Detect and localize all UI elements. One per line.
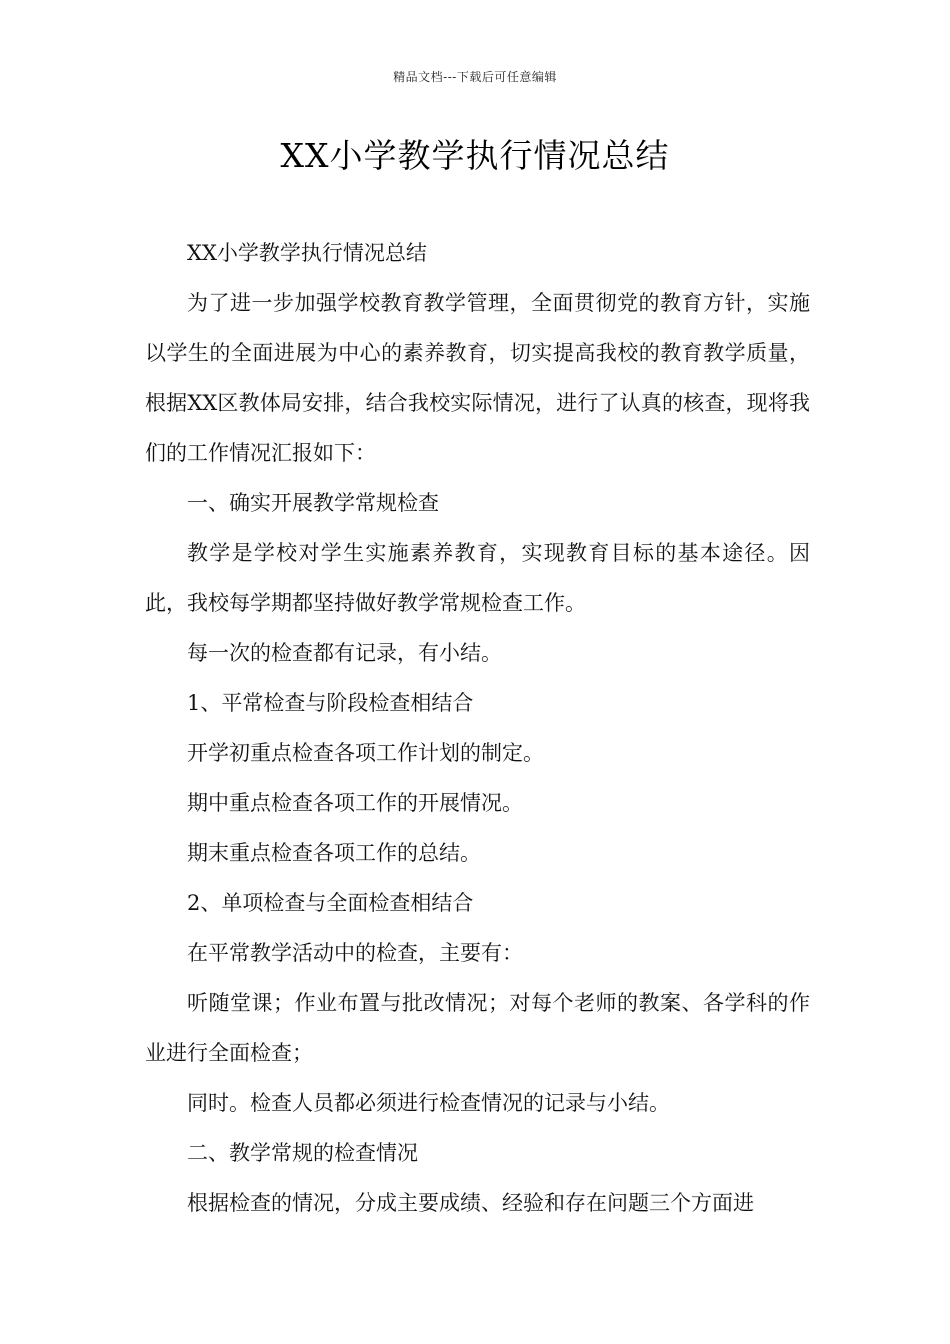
document-body [145,228,810,1228]
subsection-heading-1: 1、平常检查与阶段检查相结合 [187,691,474,715]
paragraph: 教学是学校对学生实施素养教育，实现教育目标的基本途径。因此，我校每学期都坚持做好教学常规检查工作。 [145,541,810,615]
document-title: XX小学教学执行情况总结 [280,136,670,175]
paragraph: 听随堂课；作业布置与批改情况；对每个老师的教案、各学科的作业进行全面检查； [145,991,810,1065]
section-heading-2: 二、教学常规的检查情况 [187,1141,418,1165]
paragraph-intro: 为了进一步加强学校教育教学管理，全面贯彻党的教育方针，实施以学生的全面进展为中心的素养教育，切实提高我校的教育教学质量，根据XX区教体局安排，结合我校实际情况，进行了认真的核查，现将我们的工作情况汇报如下： [145,291,810,465]
paragraph: 同时。检查人员都必须进行检查情况的记录与小结。 [187,1091,670,1115]
paragraph: 每一次的检查都有记录，有小结。 [187,641,502,665]
paragraph: 期末重点检查各项工作的总结。 [187,841,481,865]
header-note: 精品文档---下载后可任意编辑 [393,70,557,84]
paragraph: 期中重点检查各项工作的开展情况。 [187,791,523,815]
subsection-heading-2: 2、单项检查与全面检查相结合 [187,891,474,915]
paragraph: 开学初重点检查各项工作计划的制定。 [187,741,544,765]
section-heading-1: 一、确实开展教学常规检查 [187,491,439,515]
paragraph: 在平常教学活动中的检查，主要有： [187,941,523,965]
paragraph: 根据检查的情况，分成主要成绩、经验和存在问题三个方面进 [187,1191,754,1215]
paragraph-subtitle: XX小学教学执行情况总结 [187,241,427,265]
